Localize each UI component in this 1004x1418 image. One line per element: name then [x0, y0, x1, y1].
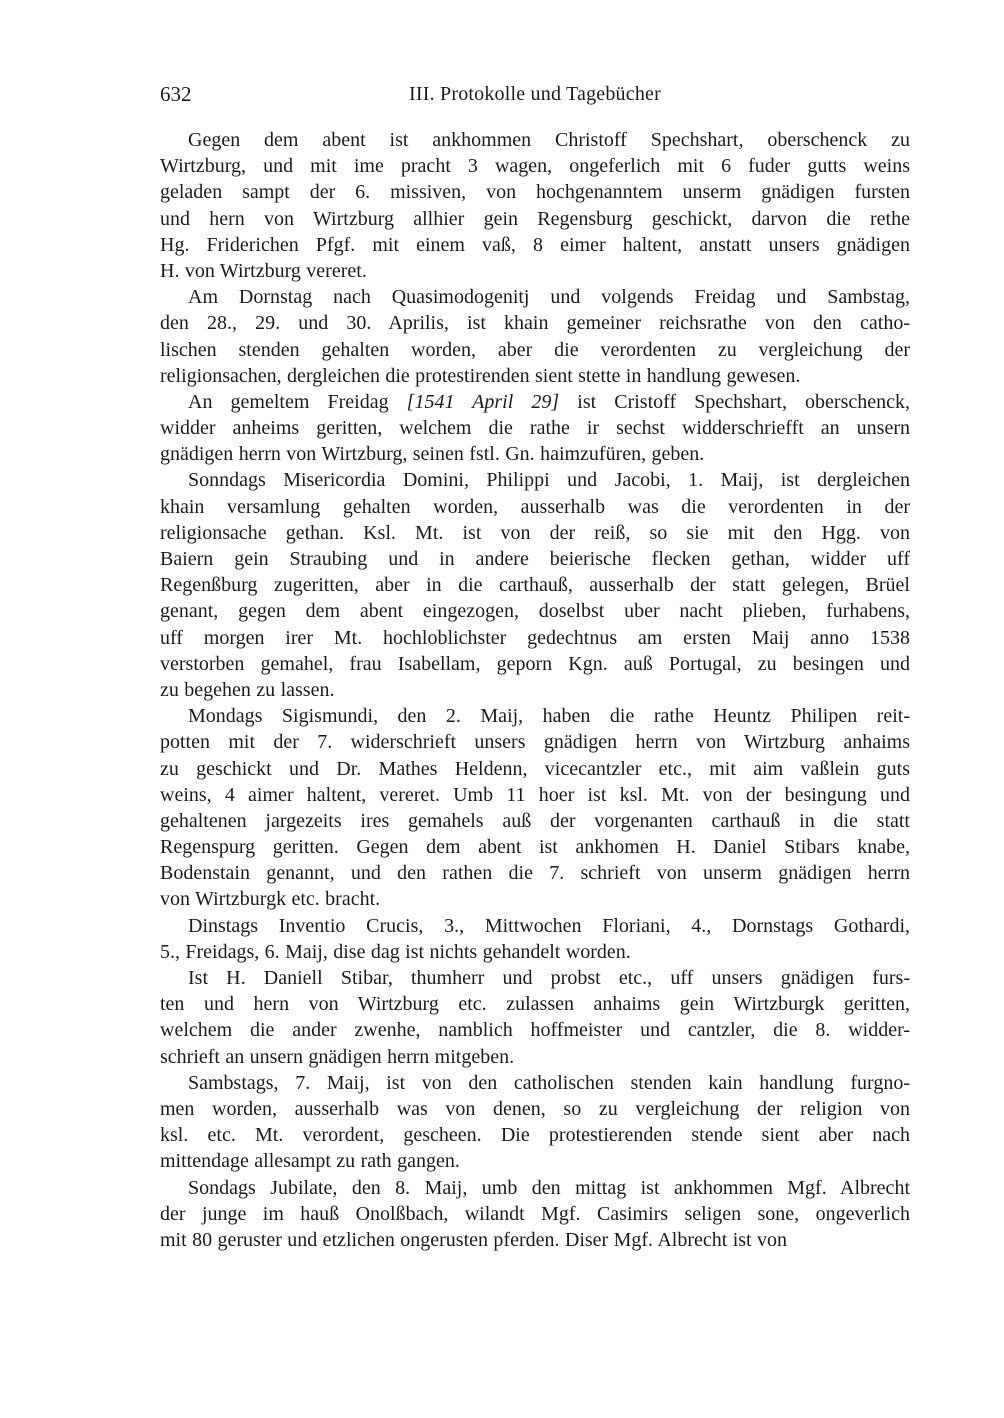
page-number: 632 [160, 82, 192, 106]
text-segment: schrieft an unsern gnädigen herrn mitgeben. [160, 1045, 515, 1068]
text-segment: gehaltenen jargezeits ires gemahels auß der vorgenanten carthauß in die statt [160, 809, 910, 832]
text-segment: Ist H. Daniell Stibar, thumherr und probst etc., uff unsers gnädigen furs- [188, 967, 910, 989]
text-line [160, 886, 910, 912]
text-line [160, 834, 910, 860]
text-line [160, 1148, 910, 1174]
text-line [160, 1227, 910, 1253]
text-segment: verstorben gemahel, frau Isabellam, geporn Kgn. auß Portugal, zu besingen und [160, 652, 910, 675]
text-segment: potten mit der 7. widerschrieft unsers gnädigen herrn von Wirtzburg anhaims [160, 731, 910, 754]
text-segment: khain versamlung gehalten worden, ausserhalb was die verordenten in der [160, 495, 910, 518]
text-segment: ist Cristoff Spechshart, oberschenck, [559, 390, 910, 413]
text-line [160, 310, 910, 336]
text-segment: welchem die ander zwenhe, namblich hoffmeister und cantzler, die 8. widder- [160, 1019, 910, 1042]
text-line [160, 782, 910, 808]
text-line [160, 703, 910, 729]
text-segment: uff morgen irer Mt. hochloblichster gedechtnus am ersten Maij anno 1538 [160, 626, 910, 649]
text-line [160, 651, 910, 677]
text-line [160, 729, 910, 755]
text-segment: Bodenstain genannt, und den rathen die 7. schrieft von unserm gnädigen herrn [160, 862, 910, 885]
text-segment: Am Dornstag nach Quasimodogenitj und volgends Freidag und Sambstag, [188, 286, 910, 309]
text-line [160, 1201, 910, 1227]
text-line [160, 572, 910, 598]
text-segment: Baiern gein Straubing und in andere beierische flecken gethan, widder uff [160, 548, 910, 570]
text-line [160, 363, 910, 389]
paragraph [160, 913, 910, 965]
text-segment: H. von Wirtzburg vereret. [160, 259, 367, 282]
text-line [160, 808, 910, 834]
paragraph [160, 127, 910, 284]
page-body [160, 127, 910, 1253]
text-segment: lischen stenden gehalten worden, aber die verordenten zu vergleichung der [160, 338, 910, 361]
text-segment: Regenspurg geritten. Gegen dem abent ist ankhomen H. Daniel Stibars knabe, [160, 836, 910, 859]
text-segment: Regenßburg zugeritten, aber in die carthauß, ausserhalb der statt gelegen, Brüel [160, 574, 910, 597]
text-line [160, 441, 910, 467]
text-segment: Hg. Friderichen Pfgf. mit einem vaß, 8 eimer haltent, anstatt unsers gnädigen [160, 233, 910, 256]
text-segment: Mondags Sigismundi, den 2. Maij, haben die rathe Heuntz Philipen reit- [188, 705, 910, 728]
text-line [160, 206, 910, 232]
text-segment: Sondags Jubilate, den 8. Maij, umb den mittag ist ankhommen Mgf. Albrecht [188, 1176, 910, 1199]
paragraph [160, 1070, 910, 1175]
text-segment: religionsache gethan. Ksl. Mt. ist von der reiß, so sie mit den Hgg. von [160, 521, 910, 544]
text-line [160, 1096, 910, 1122]
text-line [160, 598, 910, 624]
text-line [160, 1070, 910, 1096]
text-column [160, 0, 910, 1253]
editorial-date-annotation: [1541 April 29] [406, 390, 560, 413]
text-segment: mit 80 geruster und etzlichen ongerusten pferden. Diser Mgf. Albrecht ist von [160, 1228, 788, 1251]
text-line [160, 153, 910, 179]
paragraph [160, 467, 910, 703]
text-line [160, 939, 910, 965]
text-segment: zu begehen zu lassen. [160, 678, 335, 701]
paragraph [160, 1175, 910, 1254]
text-segment: von Wirtzburgk etc. bracht. [160, 888, 381, 911]
text-segment: mittendage allesampt zu rath gangen. [160, 1150, 460, 1173]
text-line [160, 625, 910, 651]
text-line [160, 991, 910, 1017]
paragraph [160, 965, 910, 1070]
text-line [160, 1122, 910, 1148]
text-segment: widder anheims geritten, welchem die rathe ir sechst widderschriefft an unsern [160, 417, 910, 440]
text-segment: ksl. etc. Mt. verordent, gescheen. Die protestierenden stende sient aber nach [160, 1124, 910, 1147]
text-segment: men worden, ausserhalb was von denen, so zu vergleichung der religion von [160, 1097, 910, 1120]
text-line [160, 965, 910, 991]
text-line [160, 1175, 910, 1201]
text-segment: Dinstags Inventio Crucis, 3., Mittwochen Floriani, 4., Dornstags Gothardi, [188, 914, 910, 937]
page-header [160, 0, 910, 107]
text-line [160, 860, 910, 886]
text-segment: religionsachen, dergleichen die protestirenden sient stette in handlung gewesen. [160, 364, 801, 387]
text-segment: Sonndags Misericordia Domini, Philippi und Jacobi, 1. Maij, ist dergleichen [188, 469, 910, 492]
running-title: III. Protokolle und Tagebücher [409, 83, 661, 105]
text-segment: zu geschickt und Dr. Mathes Heldenn, vicecantzler etc., mit aim vaßlein guts [160, 757, 910, 780]
text-line [160, 337, 910, 363]
text-segment: gnädigen herrn von Wirtzburg, seinen fstl. Gn. haimzufüren, geben. [160, 443, 705, 466]
paragraph [160, 284, 910, 389]
text-line [160, 494, 910, 520]
text-segment: genant, gegen dem abent eingezogen, doselbst uber nacht plieben, furhabens, [160, 600, 910, 623]
text-line [160, 415, 910, 441]
text-line [160, 756, 910, 782]
paragraph [160, 389, 910, 468]
text-segment: weins, 4 aimer haltent, vereret. Umb 11 hoer ist ksl. Mt. von der besingung und [160, 783, 910, 806]
text-line [160, 179, 910, 205]
text-line [160, 467, 910, 493]
text-line [160, 232, 910, 258]
text-line [160, 913, 910, 939]
text-segment: der junge im hauß Onolßbach, wilandt Mgf. Casimirs seligen sone, ongeverlich [160, 1202, 910, 1225]
text-line [160, 1044, 910, 1070]
text-segment: den 28., 29. und 30. Aprilis, ist khain gemeiner reichsrathe von den catho- [160, 312, 910, 335]
text-segment: Sambstags, 7. Maij, ist von den catholischen stenden kain handlung furgno- [188, 1071, 910, 1094]
text-segment: ten und hern von Wirtzburg etc. zulassen anhaims gein Wirtzburgk geritten, [160, 993, 910, 1016]
text-line [160, 546, 910, 572]
text-line [160, 677, 910, 703]
text-segment: Wirtzburg, und mit ime pracht 3 wagen, ongeferlich mit 6 fuder gutts weins [160, 155, 910, 178]
paragraph [160, 703, 910, 913]
text-line [160, 258, 910, 284]
text-line [160, 520, 910, 546]
text-segment: 5., Freidags, 6. Maij, dise dag ist nichts gehandelt worden. [160, 940, 631, 963]
text-line [160, 284, 910, 310]
text-segment: Gegen dem abent ist ankhommen Christoff Spechshart, oberschenck zu [188, 129, 910, 151]
text-line [160, 1017, 910, 1043]
text-line [160, 389, 910, 415]
text-segment: An gemeltem Freidag [188, 390, 407, 413]
text-segment: geladen sampt der 6. missiven, von hochgenanntem unserm gnädigen fursten [160, 181, 910, 204]
text-segment: und hern von Wirtzburg allhier gein Regensburg geschickt, darvon die rethe [160, 207, 910, 230]
text-line [160, 127, 910, 153]
